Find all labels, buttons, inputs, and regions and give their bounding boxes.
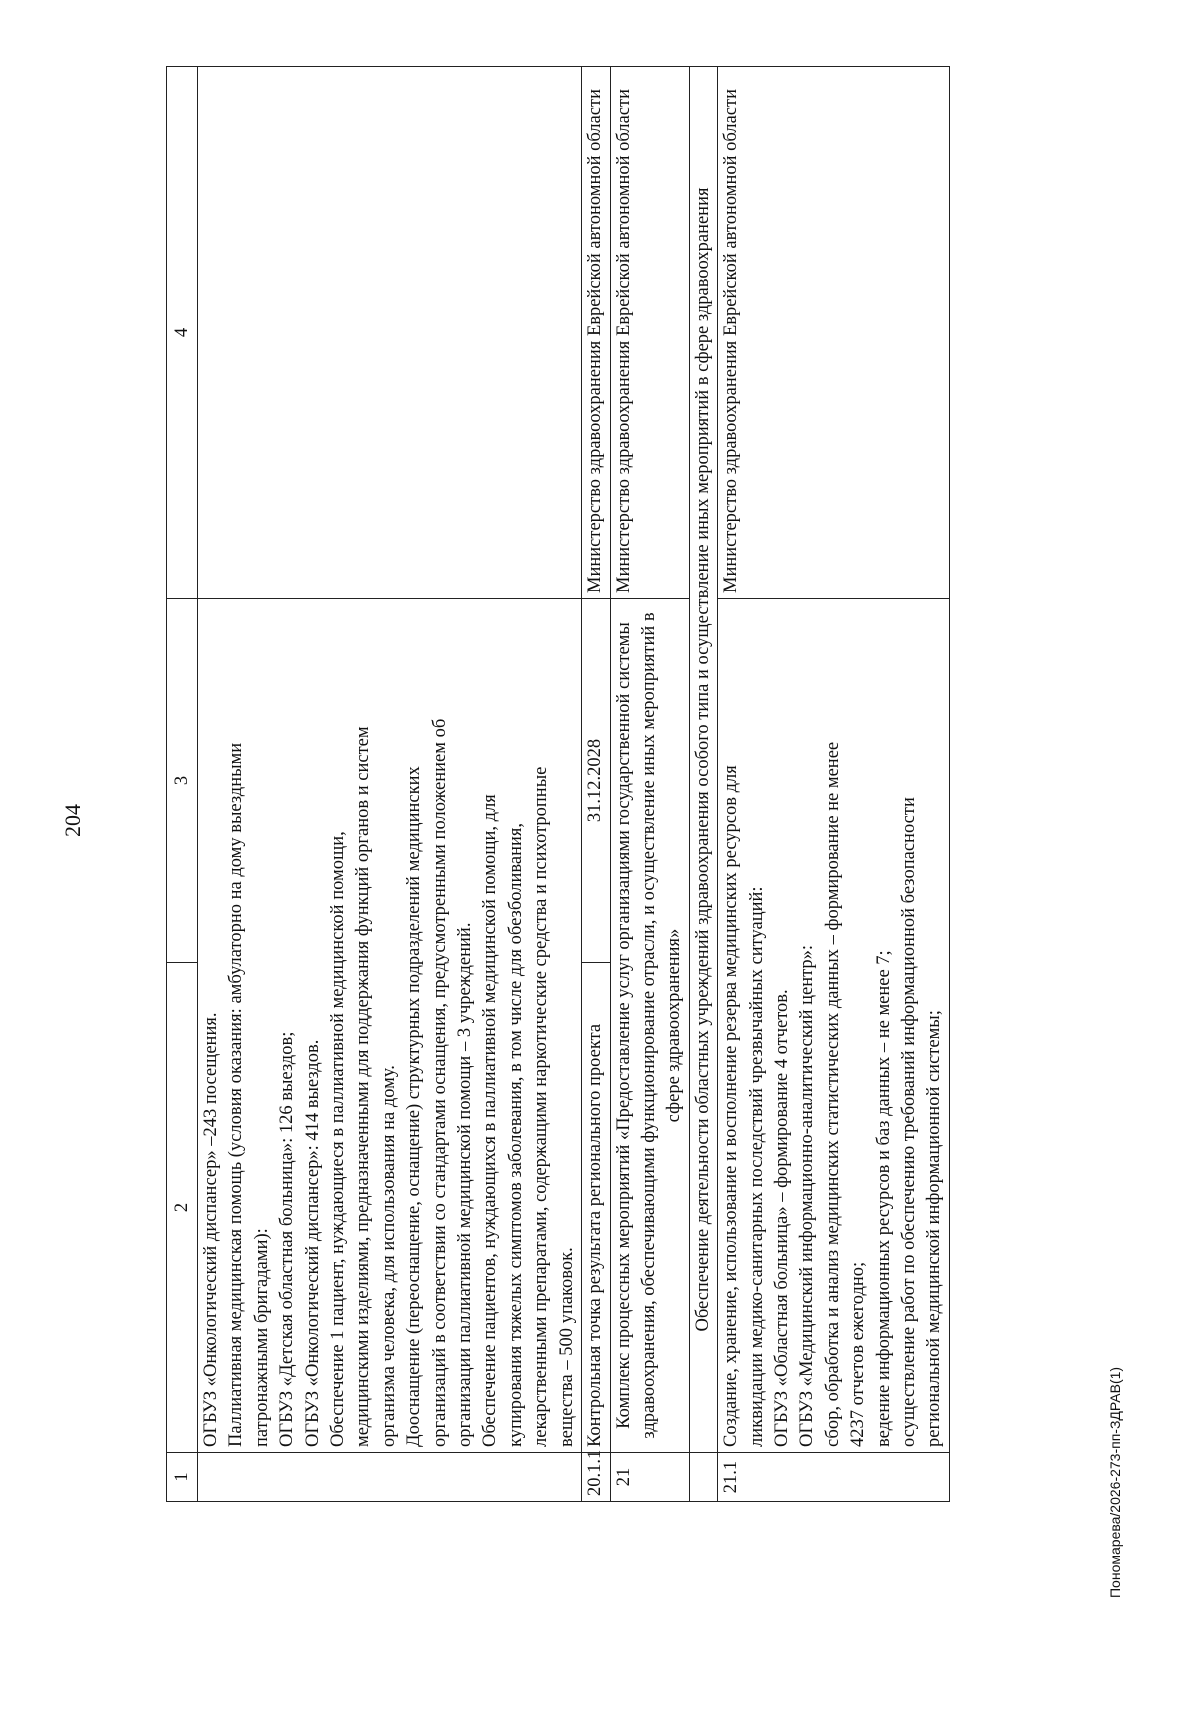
cell-continued-text [198, 599, 582, 1453]
text-line: организаций в соответствии со стандартами оснащения, предусмотренными положением об [429, 718, 450, 1447]
text-line: Обеспечение пациентов, нуждающихся в паллиативной медицинской помощи, для [480, 794, 501, 1447]
page-number: 204 [60, 804, 85, 837]
text-line: ведение информационных ресурсов и баз данных – не менее 7; [873, 950, 894, 1447]
rotated-table-container [166, 67, 1051, 1502]
header-col-3: 3 [167, 599, 198, 963]
text-line: Паллиативная медицинская помощь (условия оказания: амбулаторно на дому выездными [226, 742, 247, 1447]
text-line: организации паллиативной медицинской помощи – 3 учреждений. [455, 922, 476, 1447]
table-row-21-1 [718, 67, 950, 1502]
cell-org-empty [198, 67, 582, 599]
text-line: сбор, обработка и анализ медицинских статистических данных – формирование не менее [822, 741, 843, 1447]
table-header-row [167, 67, 198, 1502]
cell-num-empty [689, 1453, 717, 1502]
cell-num: 21 [610, 1453, 689, 1502]
cell-num: 21.1 [718, 1453, 950, 1502]
cell-description: Комплекс процессных мероприятий «Предоставление услуг организациями государственной системы здравоохранения, обеспечивающими функционирование отрасли, и осуществление иных мероприятий в сфере здравоохранения» [610, 599, 689, 1453]
text-line: осуществление работ по обеспечению требований информационной безопасности [898, 797, 919, 1447]
text-line: Создание, хранение, использование и восполнение резерва медицинских ресурсов для [721, 765, 742, 1447]
cell-date: 31.12.2028 [582, 599, 610, 963]
text-line: региональной медицинской информационной системы; [924, 1010, 945, 1447]
text-line: медицинскими изделиями, предназначенными для поддержания функций органов и систем [353, 726, 374, 1447]
text-line: ОГБУЗ «Онкологический диспансер»: 414 выездов. [302, 1039, 323, 1447]
header-col-4: 4 [167, 67, 198, 599]
text-line: ОГБУЗ «Детская областная больница»: 126 выездов; [277, 1031, 298, 1447]
program-table [166, 66, 950, 1502]
text-line: Обеспечение 1 пациент, нуждающиеся в паллиативной медицинской помощи, [328, 831, 349, 1447]
cell-num: 20.1.1 [582, 1453, 610, 1502]
cell-org: Министерство здравоохранения Еврейской автономной области [718, 67, 950, 599]
table-row-21 [610, 67, 689, 1502]
text-line: патронажными бригадами): [251, 1228, 272, 1447]
table-row-section [689, 67, 717, 1502]
text-line: ОГБУЗ «Областная больница» – формирование 4 отчетов. [771, 989, 792, 1447]
text-line: организма человека, для использования на дому. [378, 1065, 399, 1447]
cell-section-title: Обеспечение деятельности областных учреждений здравоохранения особого типа и осуществление иных мероприятий в сфере здравоохранения [689, 67, 717, 1453]
text-line: лекарственными препаратами, содержащими наркотические средства и психотропные [531, 766, 552, 1447]
header-col-1: 1 [167, 1453, 198, 1502]
table-row-continued [198, 67, 582, 1502]
header-col-2: 2 [167, 963, 198, 1453]
text-line: ОГБУЗ «Онкологический диспансер» –243 посещения. [201, 1012, 221, 1447]
text-line: вещества – 500 упаковок. [556, 1247, 577, 1447]
cell-description: Контрольная точка результата регионального проекта [582, 963, 610, 1453]
cell-org: Министерство здравоохранения Еврейской автономной области [582, 67, 610, 599]
text-line: 4237 отчетов ежегодно; [848, 1261, 869, 1447]
text-line: купирования тяжелых симптомов заболевания, в том числе для обезболивания, [505, 822, 526, 1447]
table-row-20-1-1 [582, 67, 610, 1502]
text-line: ОГБУЗ «Медицинский информационно-аналитический центр»: [797, 944, 818, 1447]
text-line: ликвидации медико-санитарных последствий чрезвычайных ситуаций: [746, 886, 767, 1447]
cell-description [718, 599, 950, 1453]
cell-org: Министерство здравоохранения Еврейской автономной области [610, 67, 689, 599]
cell-num-empty [198, 1453, 582, 1502]
text-line: Дооснащение (переоснащение, оснащение) структурных подразделений медицинских [404, 766, 425, 1447]
footer-code: Пономарева/2026-273-пп-ЗДРАВ(1) [1107, 1366, 1123, 1598]
